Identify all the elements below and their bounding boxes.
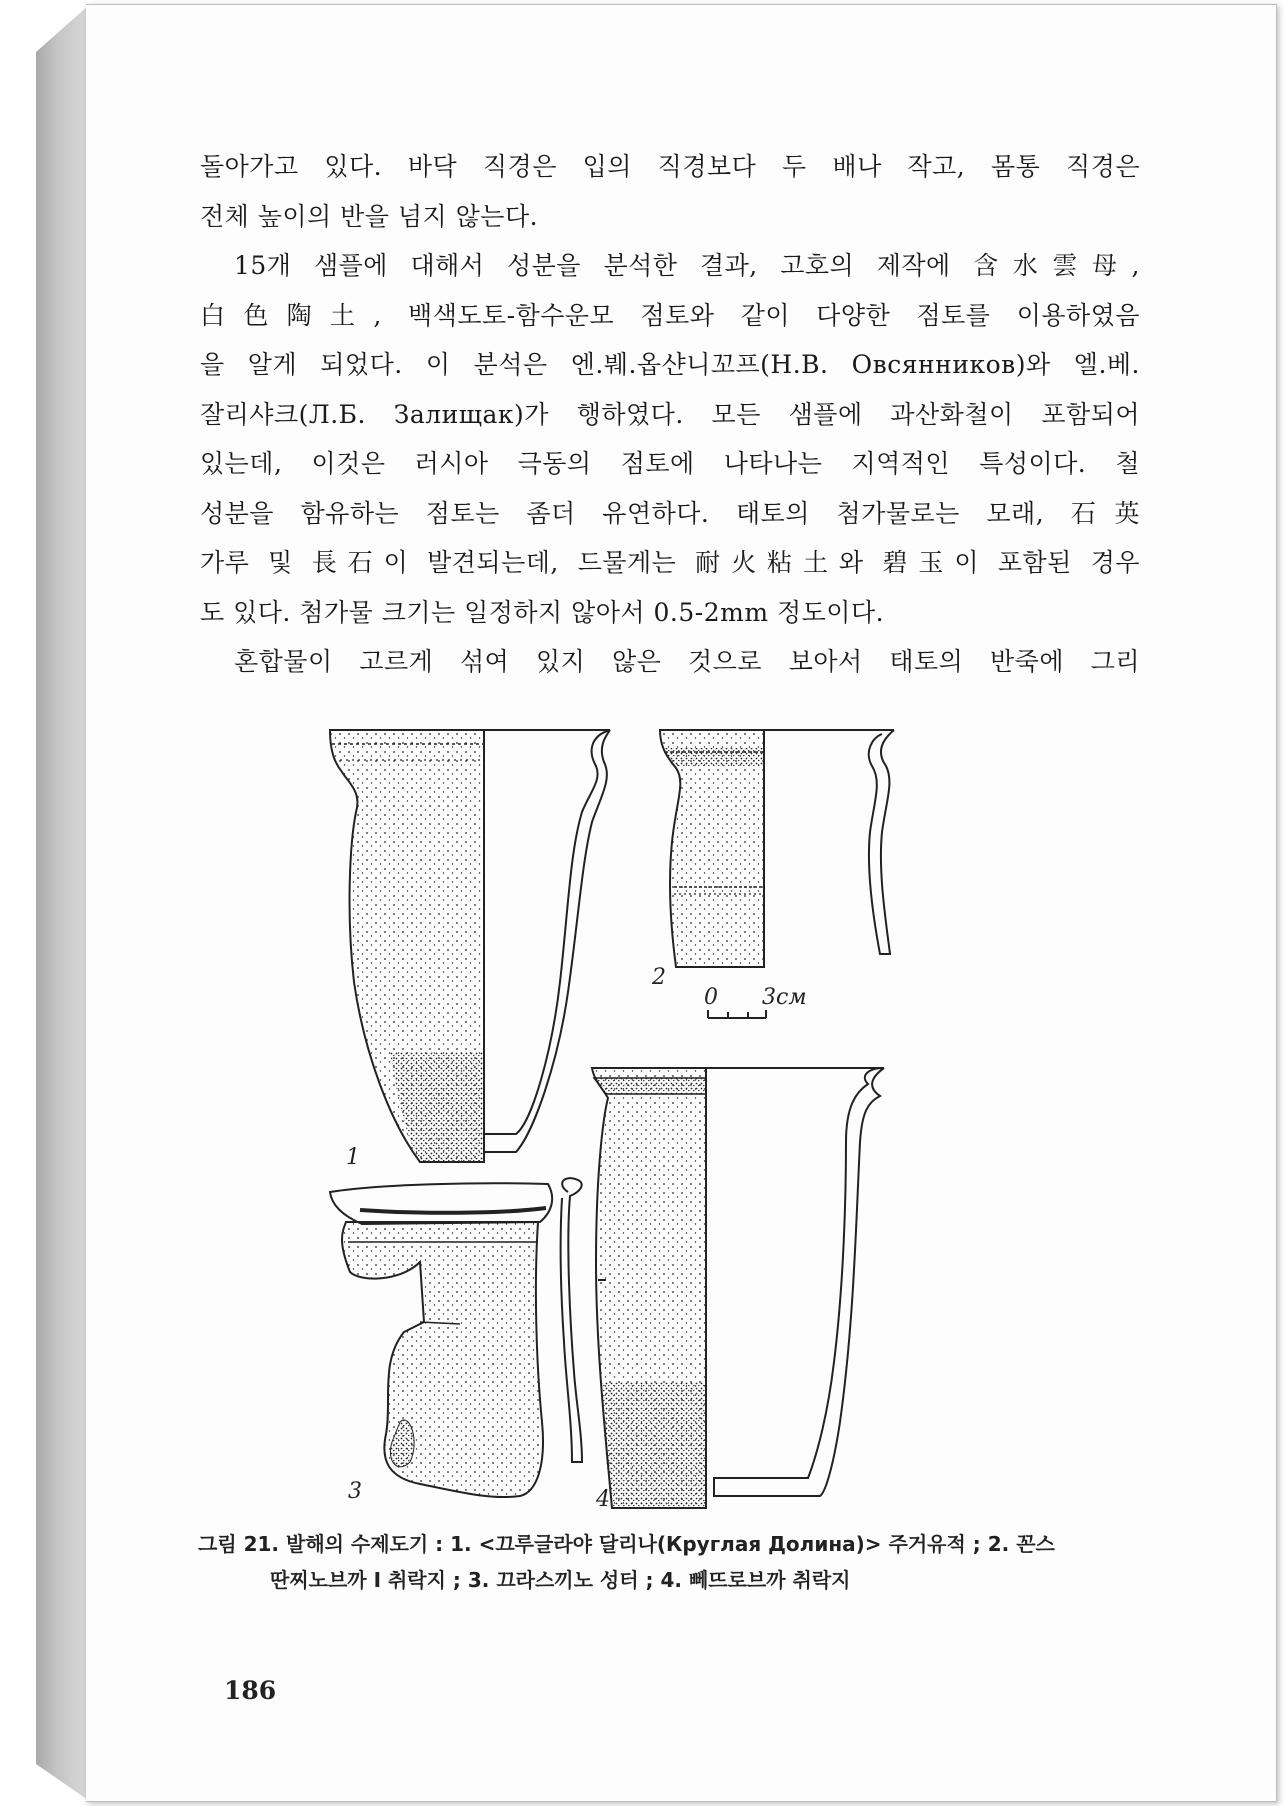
text-line: 있는데, 이것은 러시아 극동의 점토에 나타나는 지역적인 특성이다. 철 <box>200 449 1140 478</box>
figure-label-1: 1 <box>346 1145 360 1170</box>
figure-label-2: 2 <box>652 965 666 990</box>
book-spine <box>36 6 88 1800</box>
figure-label-3: 3 <box>348 1479 362 1504</box>
vessel-2-drawing <box>660 730 894 967</box>
vessel-1-drawing <box>330 730 610 1162</box>
text-line: 돌아가고 있다. 바닥 직경은 입의 직경보다 두 배나 작고, 몸통 직경은 <box>200 152 1140 181</box>
caption-line-2: 딴찌노브까 I 취락지 ; 3. 끄라스끼노 성터 ; 4. 뻬뜨로브까 취락지 <box>270 1568 851 1592</box>
scale-bar <box>708 1010 766 1018</box>
text-line: 도 있다. 첨가물 크기는 일정하지 않아서 0.5-2mm 정도이다. <box>200 597 885 627</box>
vessel-4-drawing <box>592 1068 884 1508</box>
body-text <box>200 142 1140 687</box>
vessel-3-drawing <box>330 1178 606 1497</box>
text-line: 전체 높이의 반을 넘지 않는다. <box>200 201 539 231</box>
text-line: 15개 샘플에 대해서 성분을 분석한 결과, 고호의 제작에 含水雲母, <box>234 251 1140 280</box>
text-line: 을 알게 되었다. 이 분석은 엔.붸.옵샨니꼬프(Н.В. Овсянников)와 엘.베. <box>200 350 1140 379</box>
caption-line-1: 그림 21. 발해의 수제도기 : 1. <끄루글라야 달리나(Круглая Долина)> 주거유적 ; 2. 꼰스 <box>198 1532 1055 1556</box>
text-line: 잘리샤크(Л.Б. Залищак)가 행하였다. 모든 샘플에 과산화철이 포함되어 <box>200 399 1140 429</box>
text-line: 白色陶土, 백색도토-함수운모 점토와 같이 다양한 점토를 이용하였음 <box>200 300 1140 330</box>
page-number: 186 <box>224 1676 277 1705</box>
scale-zero-label: 0 <box>704 985 718 1010</box>
text-line: 성분을 함유하는 점토는 좀더 유연하다. 태토의 첨가물로는 모래, 石英 <box>200 498 1140 528</box>
scale-unit-label: 3см <box>762 985 807 1010</box>
figure-caption <box>198 1526 1158 1598</box>
pottery-figure <box>320 722 980 1512</box>
figure-label-4: 4 <box>596 1487 610 1512</box>
text-line: 혼합물이 고르게 섞여 있지 않은 것으로 보아서 태토의 반죽에 그리 <box>234 647 1140 676</box>
text-line: 가루 및 長石이 발견되는데, 드물게는 耐火粘土와 碧玉이 포함된 경우 <box>200 548 1140 577</box>
